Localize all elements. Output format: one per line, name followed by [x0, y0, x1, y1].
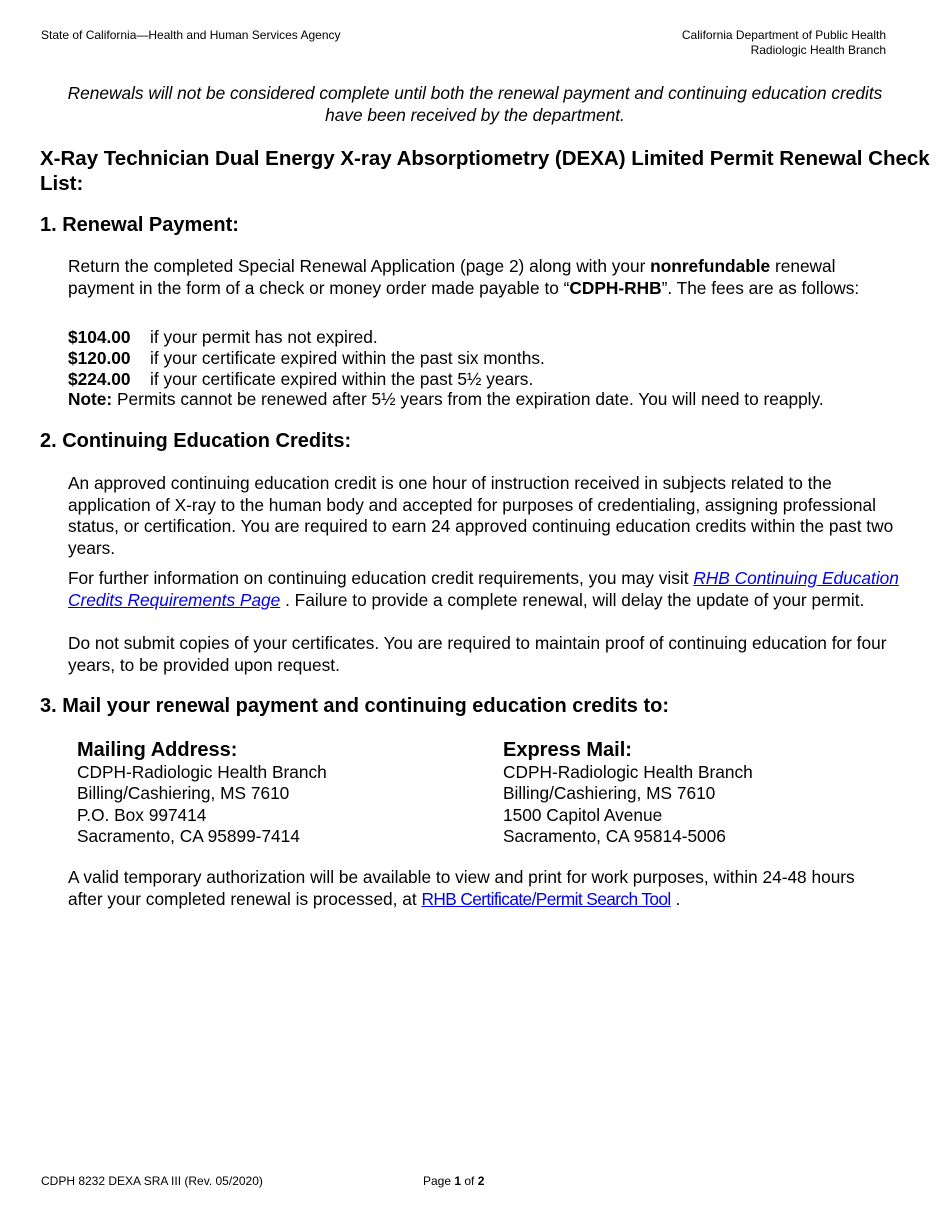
fee-list — [68, 327, 908, 410]
ce-requirements-link[interactable]: RHB Continuing Education Credits Requirements Page — [68, 568, 899, 610]
renewal-note: Note: Permits cannot be renewed after 5½ years from the expiration date. You will need to reapply. — [68, 389, 824, 410]
fee-item: $224.00 if your certificate expired within the past 5½ years. — [68, 368, 534, 389]
branch-name: Radiologic Health Branch — [750, 43, 886, 57]
permit-search-tool-link[interactable]: RHB Certificate/Permit Search Tool — [421, 888, 671, 909]
address-line: CDPH-Radiologic Health Branch — [77, 762, 327, 782]
section-heading-mail: 3. Mail your renewal payment and continuing education credits to: — [40, 695, 669, 717]
payment-instructions: Return the completed Special Renewal Application (page 2) along with your nonrefundable renewal payment in the form of a check or money order made payable to “CDPH-RHB”. The fees are as follows: — [68, 256, 860, 298]
department-header — [682, 28, 886, 58]
fee-item: $104.00 if your permit has not expired. — [68, 327, 378, 347]
department-name: California Department of Public Health — [681, 28, 886, 42]
certificate-proof-note: Do not submit copies of your certificates. You are required to maintain proof of continuing education for four years, to be provided upon request. — [68, 633, 887, 675]
mailing-address — [77, 738, 327, 847]
page-number: Page 1 of 2 — [423, 1174, 485, 1188]
express-mail-address — [503, 738, 753, 847]
section-heading-payment: 1. Renewal Payment: — [40, 214, 239, 236]
address-line: Billing/Cashiering, MS 7610 — [77, 783, 290, 804]
address-line: CDPH-Radiologic Health Branch — [503, 762, 753, 782]
address-line: 1500 Capitol Avenue — [503, 804, 663, 825]
agency-header: State of California—Health and Human Services Agency — [41, 28, 341, 42]
temporary-authorization-info: A valid temporary authorization will be available to view and print for work purposes, within 24-48 hours after your completed renewal is processed, at RHB Certificate/Permit Search Tool . — [68, 867, 855, 909]
page-title: X-Ray Technician Dual Energy X-ray Absorptiometry (DEXA) Limited Permit Renewal Check List: — [40, 147, 930, 195]
education-definition: An approved continuing education credit is one hour of instruction received in subjects related to the application of X-ray to the human body and accepted for purposes of credentialing, assigning professional status, or certification. You are required to earn 24 approved continuing education credits within the past two years. — [68, 473, 894, 558]
address-line: P.O. Box 997414 — [77, 804, 207, 825]
address-line: Billing/Cashiering, MS 7610 — [503, 783, 716, 804]
section-heading-education: 2. Continuing Education Credits: — [40, 430, 352, 452]
mailing-address-title: Mailing Address: — [77, 739, 238, 761]
address-line: Sacramento, CA 95899-7414 — [77, 825, 300, 846]
express-mail-title: Express Mail: — [503, 739, 632, 761]
renewal-notice: Renewals will not be considered complete until both the renewal payment and continuing education credits have been received by the department. — [67, 83, 883, 125]
address-line: Sacramento, CA 95814-5006 — [503, 825, 726, 846]
form-number: CDPH 8232 DEXA SRA III (Rev. 05/2020) — [41, 1174, 263, 1188]
fee-item: $120.00 if your certificate expired within the past six months. — [68, 347, 545, 368]
education-info: For further information on continuing education credit requirements, you may visit RHB Continuing Education Credits Requirements Page . Failure to provide a complete renewal, will delay the update of your permit. — [68, 568, 899, 610]
